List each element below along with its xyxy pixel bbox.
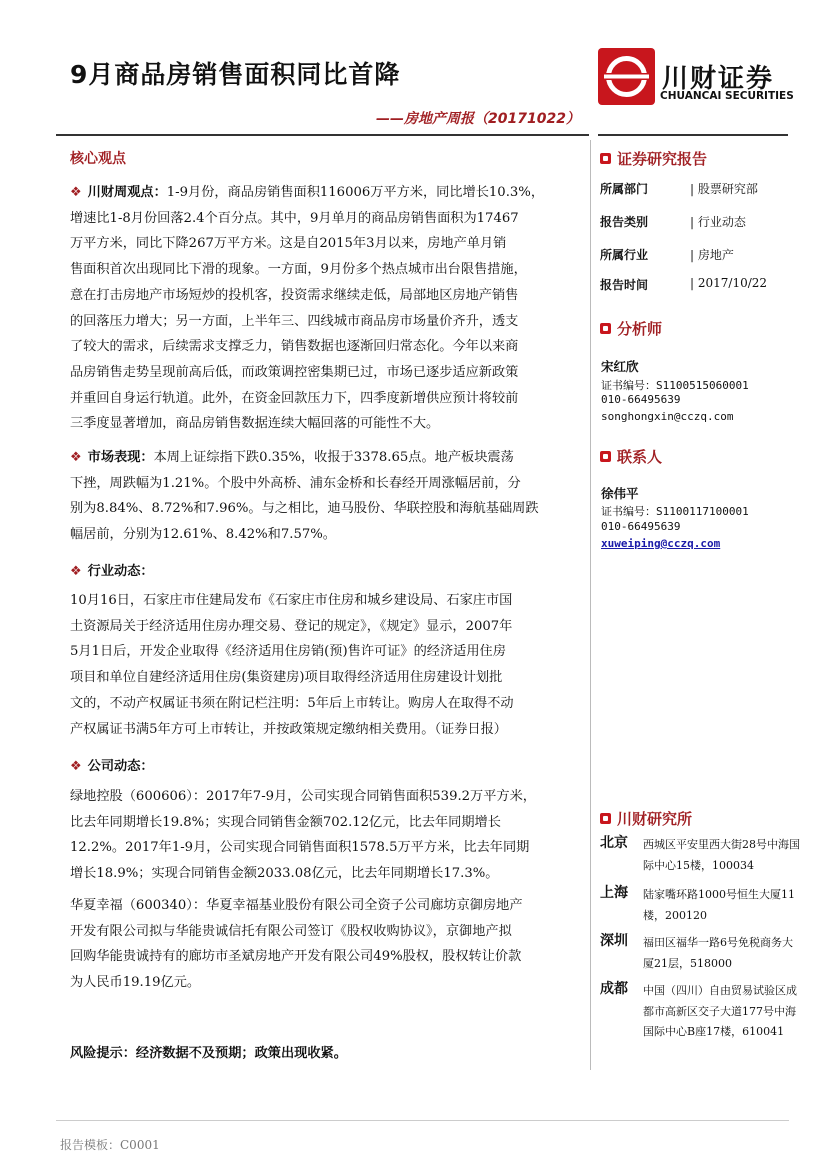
office-city: 深圳 — [600, 933, 628, 949]
company-heading-row — [70, 755, 154, 774]
info-label: 报告类别 — [600, 215, 649, 229]
industry-line: 土资源局关于经济适用住房办理交易、登记的规定》，《规定》显示，2007年 — [70, 618, 513, 634]
industry-line: 10月16日，石家庄市住建局发布《石家庄市住房和城乡建设局、石家庄市国 — [70, 593, 513, 608]
weekly-view-line: 增速比1-8月份回落2.4个百分点。其中，9月单月的商品房销售面积为17467 — [70, 210, 519, 226]
analyst-cert: 证书编号：S1100515060001 — [601, 379, 749, 392]
company-line: 为人民币19.19亿元。 — [70, 975, 201, 991]
info-label: 所属部门 — [600, 182, 649, 196]
office-city: 北京 — [600, 835, 628, 851]
weekly-view-line: 三季度显著增加，商品房销售数据连续大幅回落的可能性不大。 — [70, 416, 440, 432]
info-value: | 2017/10/22 — [690, 276, 768, 290]
company-line: 增长18.9%；实现合同销售金额2033.08亿元，比去年同期增长17.3%。 — [70, 866, 499, 882]
industry-heading-row — [70, 560, 154, 579]
weekly-view-line: 的回落压力增大；另一方面，上半年三、四线城市商品房市场量价齐升，透支 — [70, 313, 519, 329]
company-line: 回购华能贵诚持有的廊坊市圣斌房地产开发有限公司49%股权，股权转让价款 — [70, 949, 522, 965]
market-section — [70, 445, 582, 548]
page-title: 9月商品房销售面积同比首降 — [70, 60, 401, 89]
diamond-bullet-icon: ❖ — [70, 759, 82, 774]
weekly-view-line: 意在打击房地产市场短炒的投机客，投资需求继续走低，局部地区房地产销售 — [70, 287, 519, 303]
company-huaxia — [70, 893, 582, 996]
weekly-view-line: 1-9月份，商品房销售面积116006万平方米，同比增长10.3%， — [166, 185, 545, 200]
weekly-view-section — [70, 180, 582, 437]
info-label: 报告时间 — [600, 278, 649, 292]
logo-divider — [598, 134, 788, 136]
column-divider — [590, 140, 591, 1070]
info-value: | 股票研究部 — [690, 182, 758, 196]
section-marker-icon — [600, 153, 611, 164]
industry-heading: 行业动态： — [87, 564, 154, 579]
info-row-industry — [600, 246, 800, 266]
office-address: 西城区平安里西大街28号中海国际中心15楼，100034 — [643, 838, 800, 872]
logo-text-cn: 川财证券 — [662, 64, 775, 94]
office-address: 中国（四川）自由贸易试验区成都市高新区交子大道177号中海国际中心B座17楼，610041 — [643, 984, 797, 1038]
company-line: 绿地控股（600606）：2017年7-9月，公司实现合同销售面积539.2万平方米， — [70, 789, 536, 804]
contact-heading: 联系人 — [600, 446, 662, 467]
company-line: 华夏幸福（600340）：华夏幸福基业股份有限公司全资子公司廊坊京御房地产 — [70, 898, 523, 913]
weekly-view-line: 了较大的需求，后续需求支撑乏力，销售数据也逐渐回归常态化。今年以来商 — [70, 339, 519, 355]
company-line: 12.2%。2017年1-9月，公司实现合同销售面积1578.5万平方米，比去年同期 — [70, 840, 530, 856]
risk-warning: 风险提示：经济数据不及预期；政策出现收紧。 — [70, 1046, 347, 1061]
market-line: 本周上证综指下跌0.35%，收报于3378.65点。地产板块震荡 — [153, 450, 514, 465]
market-line: 别为8.84%、8.72%和7.96%。与之相比，迪马股份、华联控股和海航基础周跌 — [70, 501, 539, 517]
weekly-view-line: 售面积首次出现同比下滑的现象。一方面，9月份多个热点城市出台限售措施， — [70, 262, 527, 278]
weekly-view-line: 并重回自身运行轨道。此外，在资金回款压力下，四季度新增供应预计将较前 — [70, 390, 519, 406]
diamond-bullet-icon: ❖ — [70, 450, 82, 465]
analyst-heading: 分析师 — [600, 318, 662, 339]
report-heading: 证券研究报告 — [600, 148, 707, 169]
weekly-view-heading: 川财周观点： — [87, 185, 167, 200]
industry-line: 文的，不动产权属证书须在附记栏注明：5年后上市转让。购房人在取得不动 — [70, 695, 514, 711]
info-value: | 房地产 — [690, 248, 734, 262]
section-marker-icon — [600, 813, 611, 824]
industry-section — [70, 588, 582, 742]
diamond-bullet-icon: ❖ — [70, 564, 82, 579]
analyst-name: 宋红欣 — [601, 359, 639, 374]
chuancai-logo-icon — [598, 48, 655, 105]
report-template-id: 报告模板：C0001 — [60, 1138, 160, 1152]
core-view-heading: 核心观点 — [70, 151, 126, 167]
footer-divider — [56, 1120, 789, 1121]
info-value: | 行业动态 — [690, 215, 746, 229]
analyst-email: songhongxin@cczq.com — [601, 410, 734, 423]
company-line: 比去年同期增长19.8%；实现合同销售金额702.12亿元，比去年同期增长 — [70, 814, 501, 830]
contact-cert: 证书编号：S1100117100001 — [601, 505, 749, 518]
weekly-view-line: 品房销售走势呈现前高后低，而政策调控密集期已过，市场已逐步适应新政策 — [70, 364, 519, 380]
info-row-date — [600, 276, 800, 296]
contact-email-link[interactable]: xuweiping@cczq.com — [601, 537, 721, 550]
company-heading: 公司动态： — [87, 759, 154, 774]
weekly-view-line: 万平方米，同比下降267万平方米。这是自2015年3月以来，房地产单月销 — [70, 236, 507, 252]
industry-line: 项目和单位自建经济适用住房(集资建房)项目取得经济适用住房建设计划批 — [70, 670, 503, 686]
office-address: 陆家嘴环路1000号恒生大厦11楼，200120 — [643, 888, 795, 922]
industry-line: 5月1日后，开发企业取得《经济适用住房销(预)售许可证》的经济适用住房 — [70, 644, 506, 660]
company-line: 开发有限公司拟与华能贵诚信托有限公司签订《股权收购协议》，京御地产拟 — [70, 923, 512, 939]
info-row-department — [600, 180, 800, 200]
market-line: 幅居前，分别为12.61%、8.42%和7.57%。 — [70, 527, 336, 543]
institute-heading: 川财研究所 — [600, 808, 692, 829]
contact-name: 徐伟平 — [601, 486, 639, 501]
company-greenland — [70, 784, 582, 887]
page-subtitle: ——房地产周报（20171022） — [376, 111, 580, 127]
market-line: 下挫，周跌幅为1.21%。个股中外高桥、浦东金桥和长春经开周涨幅居前，分 — [70, 475, 521, 491]
section-marker-icon — [600, 323, 611, 334]
title-divider — [56, 134, 589, 136]
office-city: 上海 — [600, 885, 628, 901]
info-label: 所属行业 — [600, 248, 649, 262]
info-row-category — [600, 213, 800, 233]
section-marker-icon — [600, 451, 611, 462]
contact-phone: 010-66495639 — [601, 520, 681, 533]
office-address: 福田区福华一路6号免税商务大厦21层，518000 — [643, 936, 793, 970]
logo-text-en: CHUANCAI SECURITIES — [660, 90, 794, 102]
industry-line: 产权属证书满5年方可上市转让，并按政策规定缴纳相关费用。（证券日报） — [70, 721, 507, 737]
market-heading: 市场表现： — [87, 450, 154, 465]
office-city: 成都 — [600, 981, 628, 997]
diamond-bullet-icon: ❖ — [70, 185, 82, 200]
analyst-phone: 010-66495639 — [601, 393, 681, 406]
